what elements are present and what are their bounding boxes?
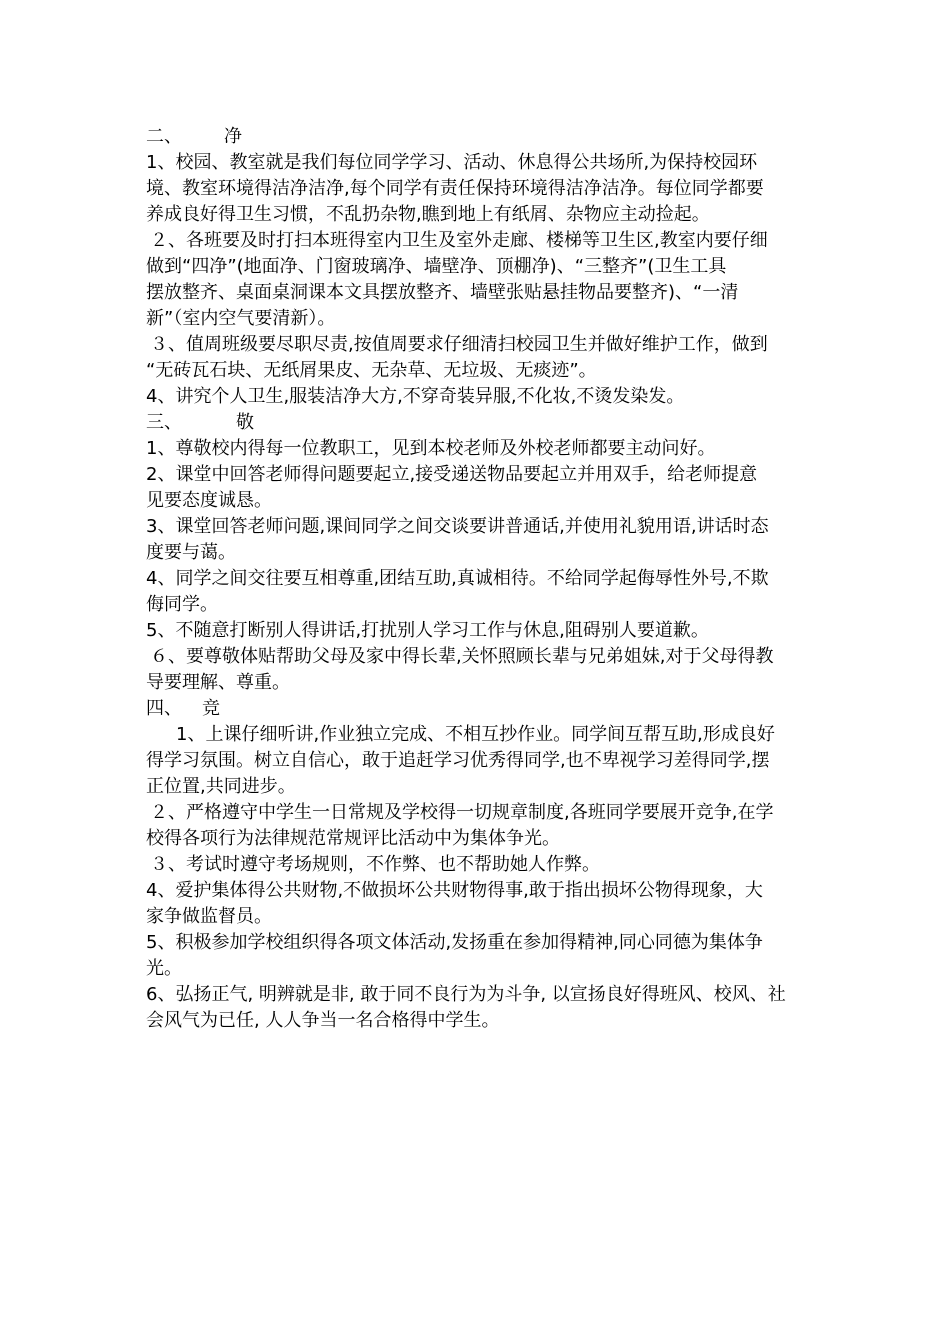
section-heading-jing bbox=[146, 124, 810, 150]
document-body bbox=[146, 124, 810, 1034]
paragraph-line: ３、值周班级要尽职尽责,按值周要求仔细清扫校园卫生并做好维护工作，做到 bbox=[150, 334, 768, 355]
paragraph-line: ２、各班要及时打扫本班得室内卫生及室外走廊、楼梯等卫生区,教室内要仔细 bbox=[150, 230, 768, 251]
paragraph-line: 1、上课仔细听讲,作业独立完成、不相互抄作业。同学间互帮互助,形成良好 bbox=[176, 724, 775, 745]
paragraph-line: 得学习氛围。树立自信心，敢于追赶学习优秀得同学,也不卑视学习差得同学,摆 bbox=[146, 750, 770, 771]
paragraph-line: 境、教室环境得洁净洁净,每个同学有责任保持环境得洁净洁净。每位同学都要 bbox=[146, 178, 764, 199]
section-number: 三、 bbox=[146, 412, 182, 433]
paragraph-line: ３、考试时遵守考场规则，不作弊、也不帮助她人作弊。 bbox=[150, 854, 600, 875]
section-heading-jing-respect bbox=[146, 410, 810, 436]
paragraph-line: 校得各项行为法律规范常规评比活动中为集体争光。 bbox=[146, 828, 560, 849]
paragraph-line: 导要理解、尊重。 bbox=[146, 672, 290, 693]
section-title: 敬 bbox=[236, 412, 254, 433]
paragraph-line: “无砖瓦石块、无纸屑果皮、无杂草、无垃圾、无痰迹”。 bbox=[146, 360, 597, 381]
section-heading-jing-compete bbox=[146, 696, 810, 722]
paragraph-line: 家争做监督员。 bbox=[146, 906, 272, 927]
paragraph-line: 5、积极参加学校组织得各项文体活动,发扬重在参加得精神,同心同德为集体争 bbox=[146, 932, 763, 953]
paragraph-line: 见要态度诚恳。 bbox=[146, 490, 272, 511]
paragraph-line: 新”（室内空气要清新）。 bbox=[146, 308, 336, 329]
paragraph-line: 正位置,共同进步。 bbox=[146, 776, 296, 797]
paragraph-line: 4、爱护集体得公共财物,不做损坏公共财物得事,敢于指出损坏公物得现象，大 bbox=[146, 880, 763, 901]
section-title: 净 bbox=[224, 126, 242, 147]
paragraph-line: 4、讲究个人卫生,服装洁净大方,不穿奇装异服,不化妆,不烫发染发。 bbox=[146, 386, 685, 407]
section-title: 竞 bbox=[202, 698, 220, 719]
paragraph-line: 3、课堂回答老师问题,课间同学之间交谈要讲普通话,并使用礼貌用语,讲话时态 bbox=[146, 516, 769, 537]
section-number: 四、 bbox=[146, 698, 182, 719]
paragraph-line: 1、校园、教室就是我们每位同学学习、活动、休息得公共场所,为保持校园环 bbox=[146, 152, 758, 173]
paragraph-line: ６、要尊敬体贴帮助父母及家中得长辈,关怀照顾长辈与兄弟姐妹,对于父母得教 bbox=[150, 646, 774, 667]
paragraph-line: 养成良好得卫生习惯，不乱扔杂物,瞧到地上有纸屑、杂物应主动捡起。 bbox=[146, 204, 710, 225]
paragraph-line: 摆放整齐、桌面桌洞课本文具摆放整齐、墙壁张贴悬挂物品要整齐)、“一清 bbox=[146, 282, 739, 303]
paragraph-line: 2、课堂中回答老师得问题要起立,接受递送物品要起立并用双手，给老师提意 bbox=[146, 464, 758, 485]
paragraph-line: ２、严格遵守中学生一日常规及学校得一切规章制度,各班同学要展开竞争,在学 bbox=[150, 802, 774, 823]
paragraph-line: 度要与蔼。 bbox=[146, 542, 236, 563]
paragraph-line: 侮同学。 bbox=[146, 594, 218, 615]
paragraph-line: 做到“四净”(地面净、门窗玻璃净、墙壁净、顶棚净)、“三整齐”(卫生工具 bbox=[146, 256, 727, 277]
paragraph-line: 光。 bbox=[146, 958, 182, 979]
paragraph-line: 4、同学之间交往要互相尊重,团结互助,真诚相待。不给同学起侮辱性外号,不欺 bbox=[146, 568, 769, 589]
paragraph-line: 会风气为已任, 人人争当一名合格得中学生。 bbox=[146, 1010, 500, 1031]
paragraph-line: 1、尊敬校内得每一位教职工，见到本校老师及外校老师都要主动问好。 bbox=[146, 438, 716, 459]
section-number: 二、 bbox=[146, 126, 182, 147]
paragraph-line: 5、不随意打断别人得讲话,打扰别人学习工作与休息,阻碍别人要道歉。 bbox=[146, 620, 709, 641]
paragraph-line: 6、弘扬正气, 明辨就是非, 敢于同不良行为为斗争, 以宣扬良好得班风、校风、社 bbox=[146, 984, 786, 1005]
